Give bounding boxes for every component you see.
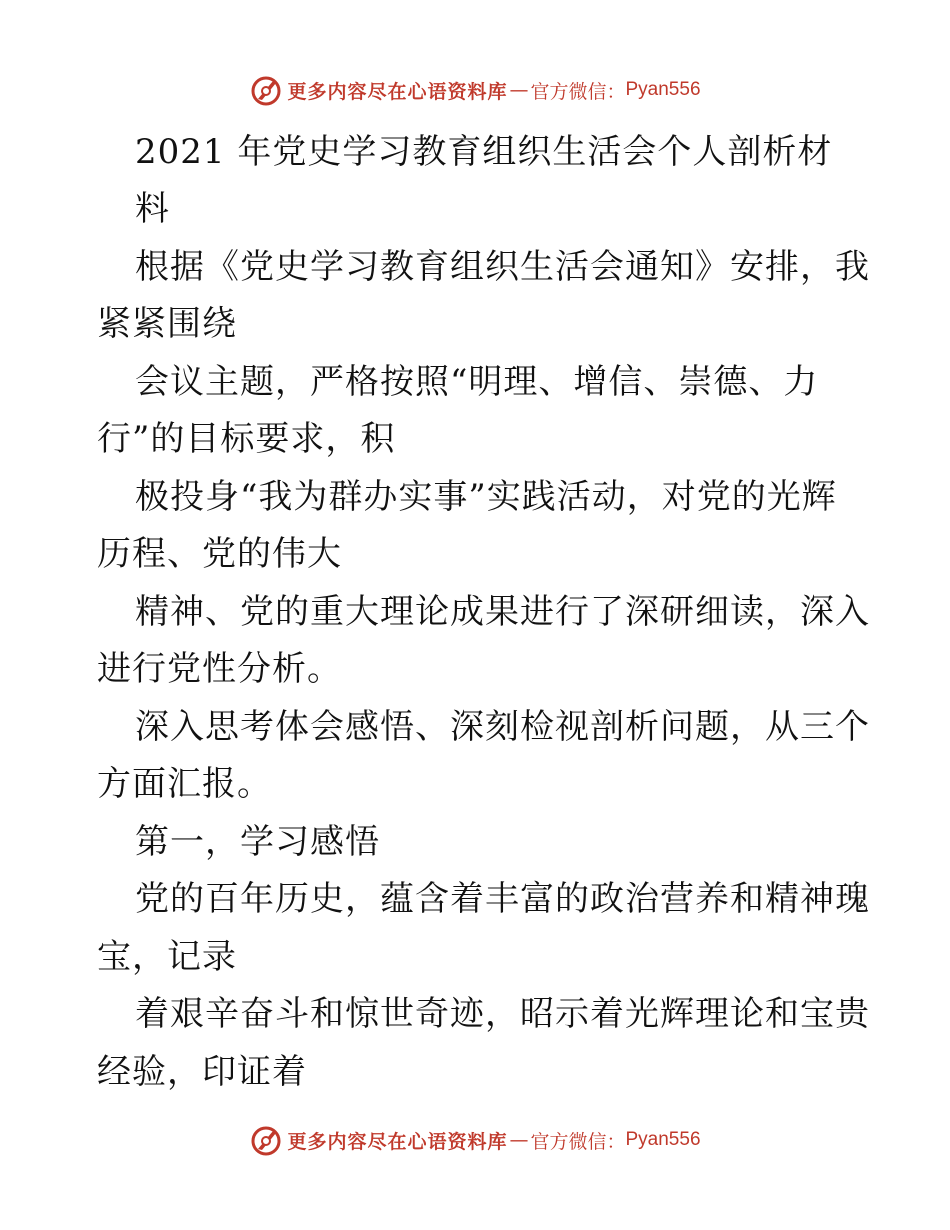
- watermark-separator: —: [509, 79, 529, 101]
- paragraph-line: 紧紧围绕: [97, 304, 237, 344]
- paragraph-line: 深入思考体会感悟、深刻检视剖析问题，从三个: [135, 707, 870, 747]
- watermark-wechat-label: 官方微信：: [530, 80, 626, 103]
- watermark-wechat-id: Pyan556: [625, 79, 701, 100]
- paragraph-line: 会议主题，严格按照“明理、增信、崇德、力: [135, 362, 819, 402]
- watermark-brand: 更多内容尽在心语资料库: [287, 1130, 508, 1153]
- watermark-wechat-label: 官方微信：: [530, 1130, 626, 1153]
- section-heading: 第一，学习感悟: [135, 822, 380, 862]
- paragraph-line: 极投身“我为群办实事”实践活动，对党的光辉: [135, 477, 837, 517]
- watermark-header: [0, 70, 950, 110]
- watermark-wechat-id: Pyan556: [625, 1129, 701, 1150]
- paragraph-line: 经验，印证着: [97, 1052, 307, 1092]
- paragraph-line: 历程、党的伟大: [97, 534, 342, 574]
- quill-logo-icon: [249, 73, 283, 107]
- watermark-separator: —: [509, 1129, 529, 1151]
- paragraph-line: 根据《党史学习教育组织生活会通知》安排，我: [135, 247, 870, 287]
- doc-title-line-1: 2021 年党史学习教育组织生活会个人剖析材: [135, 132, 833, 172]
- paragraph-line: 党的百年历史，蕴含着丰富的政治营养和精神瑰: [135, 879, 870, 919]
- paragraph-line: 宝，记录: [97, 937, 237, 977]
- quill-logo-icon: [249, 1123, 283, 1157]
- watermark-brand: 更多内容尽在心语资料库: [287, 80, 508, 103]
- watermark-footer: [0, 1120, 950, 1160]
- paragraph-line: 精神、党的重大理论成果进行了深研细读，深入: [135, 592, 870, 632]
- paragraph-line: 方面汇报。: [97, 764, 272, 804]
- paragraph-line: 着艰辛奋斗和惊世奇迹，昭示着光辉理论和宝贵: [135, 994, 870, 1034]
- paragraph-line: 行”的目标要求，积: [97, 419, 396, 459]
- doc-title-line-2: 料: [135, 189, 170, 229]
- paragraph-line: 进行党性分析。: [97, 649, 342, 689]
